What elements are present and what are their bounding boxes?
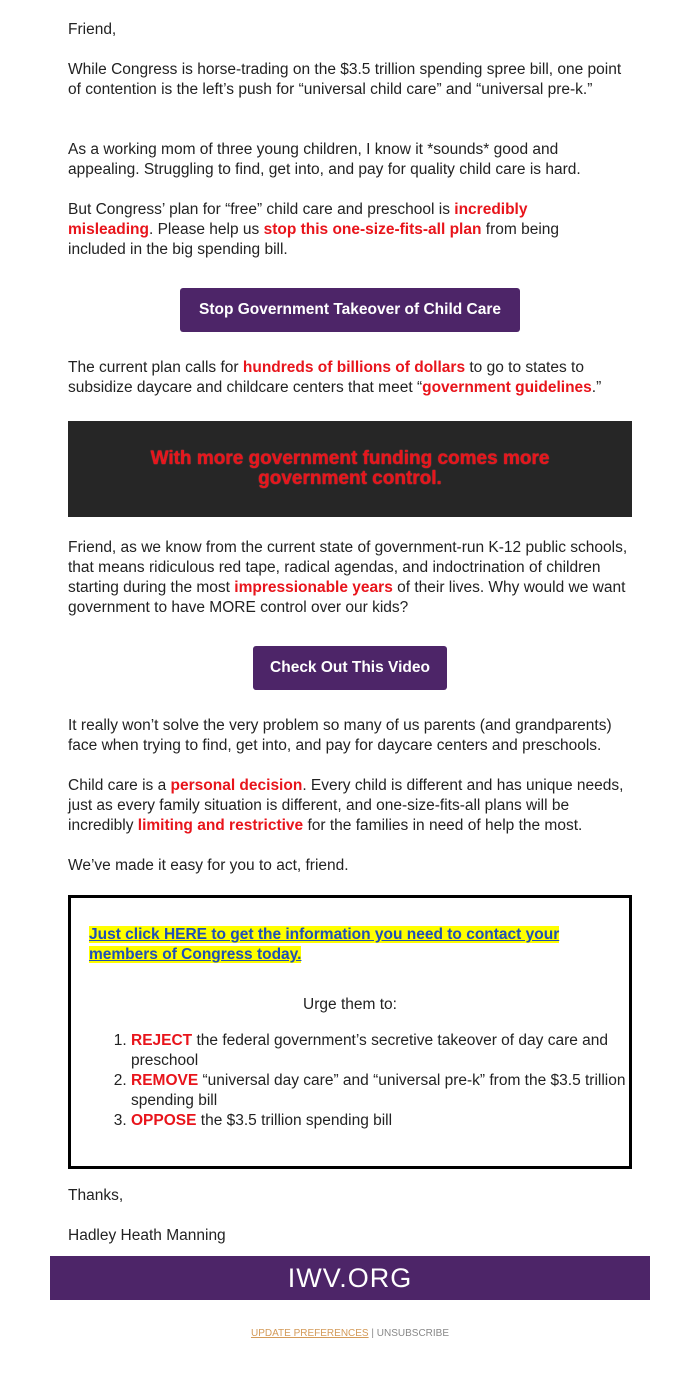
highlight-limiting: limiting and restrictive <box>137 817 304 834</box>
action-item-reject: 1. REJECT the federal government’s secretive takeover of day care and preschool <box>131 1031 651 1071</box>
footer-brand-bar[interactable] <box>50 1256 650 1300</box>
highlight-guidelines: government guidelines <box>422 379 592 396</box>
signature: Hadley Heath Manning <box>68 1227 226 1244</box>
highlight-incredibly-misleading: incredibly misleading <box>68 201 528 238</box>
mom-paragraph: As a working mom of three young children, I know it *sounds* good and appealing. Struggling to find, get into, and pay for quality child care is hard. <box>68 141 581 178</box>
check-video-button[interactable]: Check Out This Video <box>253 646 447 690</box>
current-plan-paragraph: The current plan calls for hundreds of billions of dollars to go to states to subsidize daycare and childcare centers that meet “government guidelines.” <box>68 359 602 396</box>
k12-paragraph: Friend, as we know from the current state of government-run K-12 public schools, that means ridiculous red tape, radical agendas, and indoctrination of children starting during the most impressionable years of their lives. Why would we want government to have MORE control over our kids? <box>68 539 628 616</box>
highlight-billions: hundreds of billions of dollars <box>242 359 466 376</box>
footer-links <box>0 1328 700 1339</box>
highlight-stop-plan: stop this one-size-fits-all plan <box>263 221 482 238</box>
urge-text: Urge them to: <box>303 996 397 1013</box>
action-item-remove: 2. REMOVE “universal day care” and “universal pre-k” from the $3.5 trillion spending bill <box>131 1071 651 1111</box>
action-item-oppose: 3. OPPOSE the $3.5 trillion spending bill <box>131 1111 651 1131</box>
stop-takeover-button[interactable]: Stop Government Takeover of Child Care <box>180 288 520 332</box>
unsubscribe-link[interactable]: UNSUBSCRIBE <box>376 1328 450 1339</box>
callout-text: With more government funding comes more government control. <box>150 448 550 489</box>
callout-banner <box>68 421 632 517</box>
misleading-paragraph: But Congress’ plan for “free” child care and preschool is incredibly misleading. Please help us stop this one-size-fits-all plan from being included in the big spending bill. <box>68 201 560 258</box>
footer-separator: | <box>368 1328 377 1339</box>
easy-to-act-paragraph: We’ve made it easy for you to act, friend. <box>68 857 349 874</box>
thanks-text: Thanks, <box>68 1187 124 1204</box>
highlight-impressionable: impressionable years <box>234 579 393 596</box>
action-list <box>89 1031 651 1131</box>
update-preferences-link[interactable]: UPDATE PREFERENCES <box>250 1328 369 1339</box>
greeting: Friend, <box>68 21 117 38</box>
action-box <box>68 895 632 1169</box>
highlight-personal-decision: personal decision <box>170 777 303 794</box>
intro-paragraph: While Congress is horse-trading on the $3.5 trillion spending spree bill, one point of contention is the left’s push for “universal child care” and “universal pre-k.” <box>68 61 622 98</box>
personal-decision-paragraph: Child care is a personal decision. Every child is different and has unique needs, just as every family situation is different, and one-size-fits-all plans will be incredibly limiting and restrictive for the families in need of help the most. <box>68 777 624 834</box>
brand-logo: IWV.ORG <box>287 1262 413 1293</box>
problem-paragraph: It really won’t solve the very problem so many of us parents (and grandparents) face when trying to find, get into, and pay for daycare centers and preschools. <box>68 717 612 754</box>
contact-congress-link[interactable]: Just click HERE to get the information you need to contact your members of Congress today. <box>89 926 560 963</box>
